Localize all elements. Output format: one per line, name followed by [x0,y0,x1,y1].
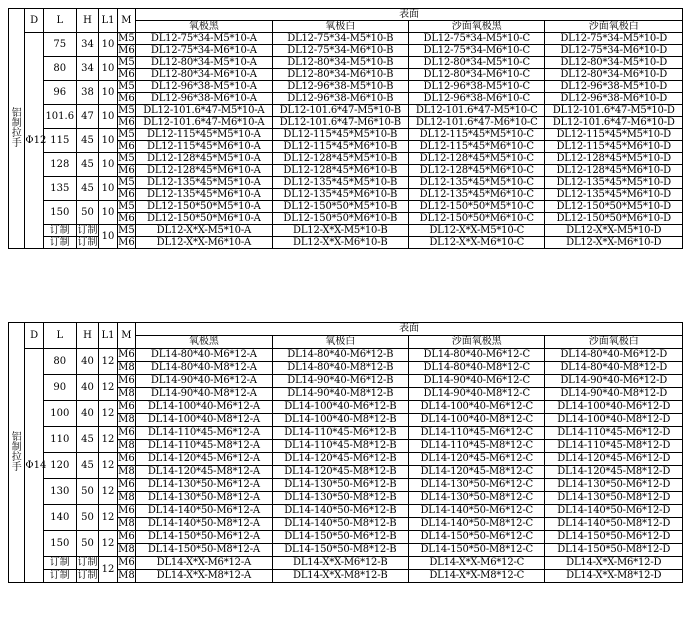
code-cell: DL14-120*45-M8*12-D [545,466,683,479]
code-cell: DL14-100*40-M8*12-B [272,414,408,427]
code-cell: DL14-110*45-M8*12-B [272,440,408,453]
code-cell: DL14-X*X-M8*12-D [545,570,683,583]
code-cell: DL14-100*40-M8*12-A [136,414,272,427]
thread-cell: M8 [118,440,135,451]
height-cell: 50 [76,505,99,531]
code-cell: DL12-128*45*M5*10-A [136,153,272,165]
header-l1: L1 [99,9,117,33]
code-cell: DL12-75*34-M6*10-D [545,45,683,57]
header-l: L [43,323,76,349]
length-cell: 96 [43,81,76,105]
table-row [9,33,683,45]
height-cell: 45 [76,177,99,201]
header-m: M [117,323,135,349]
header-m: M [117,9,135,33]
code-cell: DL12-75*34-M6*10-B [272,45,408,57]
thread-cell: M5 [118,200,135,212]
code-cell: DL14-110*45-M6*12-C [409,427,545,440]
code-cell: DL14-130*50-M6*12-B [272,479,408,492]
code-cell: DL14-150*50-M6*12-D [545,531,683,544]
code-cell: DL12-115*45*M5*10-D [545,129,683,141]
height-cell: 50 [76,531,99,557]
code-cell: DL14-80*40-M6*12-D [545,349,683,362]
code-cell: DL12-96*38-M5*10-B [272,81,408,93]
length-cell: 110 [43,427,76,453]
table-row [9,531,683,544]
code-cell: DL14-100*40-M6*12-A [136,401,272,414]
code-cell: DL12-135*45*M6*10-B [272,189,408,201]
header-row [9,9,683,21]
length-cell: 115 [43,129,76,153]
code-cell: DL12-80*34-M5*10-B [272,57,408,69]
code-cell: DL14-X*X-M6*12-B [272,557,408,570]
thread-cell: M6 [118,479,135,490]
table-row [9,201,683,213]
code-cell: DL14-80*40-M8*12-A [136,362,272,375]
code-cell: DL14-130*50-M6*12-C [409,479,545,492]
code-cell: DL14-110*45-M8*12-D [545,440,683,453]
code-cell: DL12-135*45*M6*10-A [136,189,272,201]
code-cell: DL12-X*X-M6*10-C [409,237,545,249]
code-cell: DL12-115*45*M5*10-A [136,129,272,141]
code-cell: DL12-115*45*M6*10-B [272,141,408,153]
thread-cell: M6 [118,212,135,224]
height-cell: 45 [76,129,99,153]
code-cell: DL14-150*50-M6*12-B [272,531,408,544]
spec-table-d14 [8,322,683,583]
code-cell: DL12-128*45*M6*10-B [272,165,408,177]
code-cell: DL14-140*50-M8*12-D [545,518,683,531]
code-cell: DL12-115*45*M6*10-D [545,141,683,153]
code-cell: DL12-115*45*M5*10-B [272,129,408,141]
thread-cell: M8 [118,362,135,373]
thread-cell: M5 [118,80,135,92]
table-row [9,453,683,466]
height-cell: 订制 [77,236,98,248]
table-row [9,427,683,440]
code-cell: DL14-140*50-M8*12-A [136,518,272,531]
code-cell: DL14-90*40-M6*12-B [272,375,408,388]
table-row [9,105,683,117]
finish-header: 氧极白 [272,21,408,33]
code-cell: DL14-110*45-M8*12-A [136,440,272,453]
thread-cell: M6 [118,375,135,386]
code-cell: DL14-150*50-M8*12-C [409,544,545,557]
header-d: D [25,9,43,33]
code-cell: DL12-96*38-M6*10-B [272,93,408,105]
code-cell: DL12-150*50*M5*10-A [136,201,272,213]
code-cell: DL14-80*40-M8*12-C [409,362,545,375]
thread-cell: M6 [118,44,135,56]
code-cell: DL12-X*X-M5*10-C [409,225,545,237]
code-cell: DL14-130*50-M8*12-B [272,492,408,505]
length-cell: 100 [43,401,76,427]
table-row [9,129,683,141]
code-cell: DL14-150*50-M8*12-D [545,544,683,557]
code-cell: DL14-130*50-M8*12-A [136,492,272,505]
length-cell: 80 [43,349,76,375]
thread-cell: M6 [118,531,135,542]
length-cell: 80 [43,57,76,81]
length-cell: 订制 [43,225,76,237]
length-cell: 130 [43,479,76,505]
height-cell: 34 [76,33,99,57]
category-cell: 铝 制 拉 手 [9,323,25,583]
l1-cell: 10 [99,81,117,105]
code-cell: DL14-150*50-M8*12-A [136,544,272,557]
code-cell: DL14-130*50-M6*12-A [136,479,272,492]
code-cell: DL14-100*40-M8*12-D [545,414,683,427]
thread-cell: M5 [118,32,135,44]
finish-header: 沙面氧极黑 [409,21,545,33]
code-cell: DL14-150*50-M6*12-C [409,531,545,544]
finish-header: 沙面氧极黑 [409,336,545,349]
code-cell: DL12-96*38-M5*10-D [545,81,683,93]
table-row [9,153,683,165]
length-cell: 150 [43,201,76,225]
code-cell: DL12-96*38-M5*10-C [409,81,545,93]
category-cell: 铝 制 拉 手 [9,9,25,249]
code-cell: DL12-150*50*M6*10-A [136,213,272,225]
l1-cell: 12 [99,479,117,505]
header-l: L [43,9,76,33]
thread-cell: M6 [118,401,135,412]
code-cell: DL14-90*40-M8*12-A [136,388,272,401]
code-cell: DL12-80*34-M6*10-C [409,69,545,81]
header-surface: 表面 [136,323,683,336]
finish-header: 氧极黑 [136,21,272,33]
table-row [9,57,683,69]
header-surface: 表面 [136,9,683,21]
thread-cell: M6 [118,188,135,200]
finish-header: 沙面氧极白 [545,336,683,349]
code-cell: DL14-90*40-M8*12-B [272,388,408,401]
thread-cell: M6 [118,557,135,568]
l1-cell: 12 [99,557,117,583]
code-cell: DL12-80*34-M6*10-D [545,69,683,81]
code-cell: DL12-80*34-M6*10-A [136,69,272,81]
l1-cell: 12 [99,401,117,427]
thread-cell: M6 [118,505,135,516]
code-cell: DL12-150*50*M6*10-B [272,213,408,225]
l1-cell: 10 [99,57,117,81]
table-row [9,479,683,492]
length-cell: 订制 [43,557,76,570]
thread-cell: M6 [118,68,135,80]
height-cell: 40 [76,401,99,427]
code-cell: DL12-135*45*M6*10-D [545,189,683,201]
code-cell: DL14-X*X-M8*12-A [136,570,272,583]
code-cell: DL12-96*38-M6*10-C [409,93,545,105]
length-cell: 140 [43,505,76,531]
thread-cell: M5 [118,104,135,116]
table-row [9,349,683,362]
table-row [9,177,683,189]
code-cell: DL14-80*40-M8*12-D [545,362,683,375]
code-cell: DL14-110*45-M6*12-A [136,427,272,440]
code-cell: DL14-120*45-M6*12-C [409,453,545,466]
l1-cell: 10 [99,177,117,201]
thread-cell: M5 [118,152,135,164]
header-l1: L1 [99,323,117,349]
code-cell: DL14-100*40-M8*12-C [409,414,545,427]
height-cell: 45 [76,153,99,177]
code-cell: DL12-X*X-M6*10-A [136,237,272,249]
code-cell: DL12-96*38-M5*10-A [136,81,272,93]
code-cell: DL14-120*45-M8*12-A [136,466,272,479]
thread-cell: M6 [118,427,135,438]
code-cell: DL14-120*45-M6*12-A [136,453,272,466]
height-cell: 38 [76,81,99,105]
header-h: H [76,9,99,33]
diameter-cell: Φ14 [25,349,43,583]
code-cell: DL14-140*50-M6*12-C [409,505,545,518]
code-cell: DL12-X*X-M5*10-D [545,225,683,237]
code-cell: DL12-80*34-M5*10-D [545,57,683,69]
code-cell: DL12-128*45*M6*10-C [409,165,545,177]
thread-cell: M5 [118,224,135,236]
diameter-cell: Φ12 [25,33,43,249]
table-row [9,557,683,570]
code-cell: DL12-115*45*M6*10-C [409,141,545,153]
header-d: D [25,323,43,349]
header-h: H [76,323,99,349]
code-cell: DL14-130*50-M8*12-D [545,492,683,505]
code-cell: DL12-101.6*47-M5*10-C [409,105,545,117]
height-cell: 45 [76,453,99,479]
thread-cell: M6 [118,236,135,248]
height-cell: 订制 [77,570,98,581]
code-cell: DL14-150*50-M8*12-B [272,544,408,557]
code-cell: DL12-80*34-M5*10-A [136,57,272,69]
code-cell: DL14-100*40-M6*12-C [409,401,545,414]
table-row [9,81,683,93]
code-cell: DL12-75*34-M5*10-C [409,33,545,45]
code-cell: DL12-150*50*M5*10-C [409,201,545,213]
code-cell: DL12-75*34-M6*10-A [136,45,272,57]
code-cell: DL14-130*50-M8*12-C [409,492,545,505]
length-cell: 75 [43,33,76,57]
height-cell: 34 [76,57,99,81]
spec-table-d12 [8,8,683,249]
height-cell: 47 [76,105,99,129]
code-cell: DL12-150*50*M5*10-D [545,201,683,213]
code-cell: DL12-135*45*M5*10-A [136,177,272,189]
code-cell: DL12-101.6*47-M6*10-A [136,117,272,129]
length-cell: 128 [43,153,76,177]
table-row [9,401,683,414]
length-cell: 订制 [43,237,76,249]
l1-cell: 12 [99,427,117,453]
code-cell: DL12-135*45*M5*10-B [272,177,408,189]
code-cell: DL14-110*45-M8*12-C [409,440,545,453]
code-cell: DL12-101.6*47-M6*10-D [545,117,683,129]
code-cell: DL14-140*50-M6*12-A [136,505,272,518]
code-cell: DL14-120*45-M8*12-C [409,466,545,479]
l1-cell: 12 [99,531,117,557]
code-cell: DL14-140*50-M8*12-C [409,518,545,531]
thread-cell: M5 [118,56,135,68]
height-cell: 45 [76,427,99,453]
code-cell: DL12-96*38-M6*10-D [545,93,683,105]
table-row [9,505,683,518]
code-cell: DL12-75*34-M5*10-A [136,33,272,45]
code-cell: DL12-X*X-M6*10-B [272,237,408,249]
code-cell: DL14-140*50-M6*12-B [272,505,408,518]
code-cell: DL12-101.6*47-M5*10-D [545,105,683,117]
l1-cell: 10 [99,129,117,153]
code-cell: DL14-120*45-M6*12-D [545,453,683,466]
length-cell: 150 [43,531,76,557]
finish-header: 沙面氧极白 [545,21,683,33]
code-cell: DL14-80*40-M6*12-B [272,349,408,362]
code-cell: DL14-80*40-M8*12-B [272,362,408,375]
length-cell: 101.6 [43,105,76,129]
code-cell: DL12-101.6*47-M6*10-B [272,117,408,129]
code-cell: DL12-128*45*M5*10-C [409,153,545,165]
code-cell: DL12-135*45*M5*10-C [409,177,545,189]
code-cell: DL14-120*45-M8*12-B [272,466,408,479]
header-row [9,323,683,336]
code-cell: DL12-X*X-M6*10-D [545,237,683,249]
l1-cell: 12 [99,349,117,375]
code-cell: DL12-150*50*M6*10-C [409,213,545,225]
code-cell: DL14-X*X-M6*12-D [545,557,683,570]
code-cell: DL12-115*45*M6*10-A [136,141,272,153]
height-cell: 50 [76,201,99,225]
height-cell: 订制 [77,224,98,236]
thread-cell: M8 [118,492,135,503]
code-cell: DL14-150*50-M6*12-A [136,531,272,544]
code-cell: DL14-80*40-M6*12-A [136,349,272,362]
code-cell: DL14-80*40-M6*12-C [409,349,545,362]
code-cell: DL12-128*45*M6*10-D [545,165,683,177]
thread-cell: M8 [118,544,135,555]
code-cell: DL12-X*X-M5*10-A [136,225,272,237]
thread-cell: M6 [118,453,135,464]
thread-cell: M6 [118,140,135,152]
code-cell: DL14-X*X-M6*12-A [136,557,272,570]
length-cell: 135 [43,177,76,201]
code-cell: DL12-75*34-M5*10-D [545,33,683,45]
thread-cell: M5 [118,176,135,188]
code-cell: DL12-96*38-M6*10-A [136,93,272,105]
thread-cell: M6 [118,116,135,128]
l1-cell: 10 [99,105,117,129]
code-cell: DL14-100*40-M6*12-B [272,401,408,414]
code-cell: DL14-110*45-M6*12-D [545,427,683,440]
thread-cell: M6 [118,164,135,176]
thread-cell: M8 [118,518,135,529]
height-cell: 40 [76,375,99,401]
thread-cell: M8 [118,466,135,477]
code-cell: DL12-80*34-M5*10-C [409,57,545,69]
thread-cell: M8 [118,570,135,581]
code-cell: DL12-128*45*M5*10-D [545,153,683,165]
code-cell: DL14-X*X-M6*12-C [409,557,545,570]
l1-cell: 12 [99,375,117,401]
height-cell: 订制 [77,557,98,568]
code-cell: DL14-X*X-M8*12-C [409,570,545,583]
code-cell: DL14-90*40-M8*12-C [409,388,545,401]
height-cell: 40 [76,349,99,375]
code-cell: DL14-90*40-M6*12-C [409,375,545,388]
code-cell: DL12-128*45*M5*10-B [272,153,408,165]
thread-cell: M6 [118,92,135,104]
code-cell: DL14-90*40-M8*12-D [545,388,683,401]
finish-header: 氧极黑 [136,336,272,349]
l1-cell: 10 [99,153,117,177]
code-cell: DL14-90*40-M6*12-A [136,375,272,388]
code-cell: DL12-135*45*M6*10-C [409,189,545,201]
l1-cell: 10 [99,33,117,57]
l1-cell: 10 [99,201,117,225]
l1-cell: 10 [99,225,117,249]
code-cell: DL14-140*50-M8*12-B [272,518,408,531]
code-cell: DL12-75*34-M6*10-C [409,45,545,57]
l1-cell: 12 [99,453,117,479]
height-cell: 50 [76,479,99,505]
length-cell: 90 [43,375,76,401]
code-cell: DL12-115*45*M5*10-C [409,129,545,141]
code-cell: DL12-150*50*M6*10-D [545,213,683,225]
finish-header: 氧极白 [272,336,408,349]
table-row [9,375,683,388]
code-cell: DL12-150*50*M5*10-B [272,201,408,213]
code-cell: DL12-75*34-M5*10-B [272,33,408,45]
code-cell: DL14-130*50-M6*12-D [545,479,683,492]
length-cell: 120 [43,453,76,479]
code-cell: DL12-128*45*M6*10-A [136,165,272,177]
code-cell: DL12-101.6*47-M6*10-C [409,117,545,129]
code-cell: DL12-101.6*47-M5*10-A [136,105,272,117]
code-cell: DL14-140*50-M6*12-D [545,505,683,518]
code-cell: DL12-135*45*M5*10-D [545,177,683,189]
code-cell: DL12-101.6*47-M5*10-B [272,105,408,117]
code-cell: DL14-110*45-M6*12-B [272,427,408,440]
table-row [9,225,683,237]
length-cell: 订制 [43,570,76,583]
thread-cell: M8 [118,388,135,399]
code-cell: DL12-80*34-M6*10-B [272,69,408,81]
thread-cell: M6 [118,349,135,360]
code-cell: DL14-X*X-M8*12-B [272,570,408,583]
l1-cell: 12 [99,505,117,531]
thread-cell: M5 [118,128,135,140]
code-cell: DL14-120*45-M6*12-B [272,453,408,466]
code-cell: DL14-100*40-M6*12-D [545,401,683,414]
code-cell: DL14-90*40-M6*12-D [545,375,683,388]
code-cell: DL12-X*X-M5*10-B [272,225,408,237]
thread-cell: M8 [118,414,135,425]
